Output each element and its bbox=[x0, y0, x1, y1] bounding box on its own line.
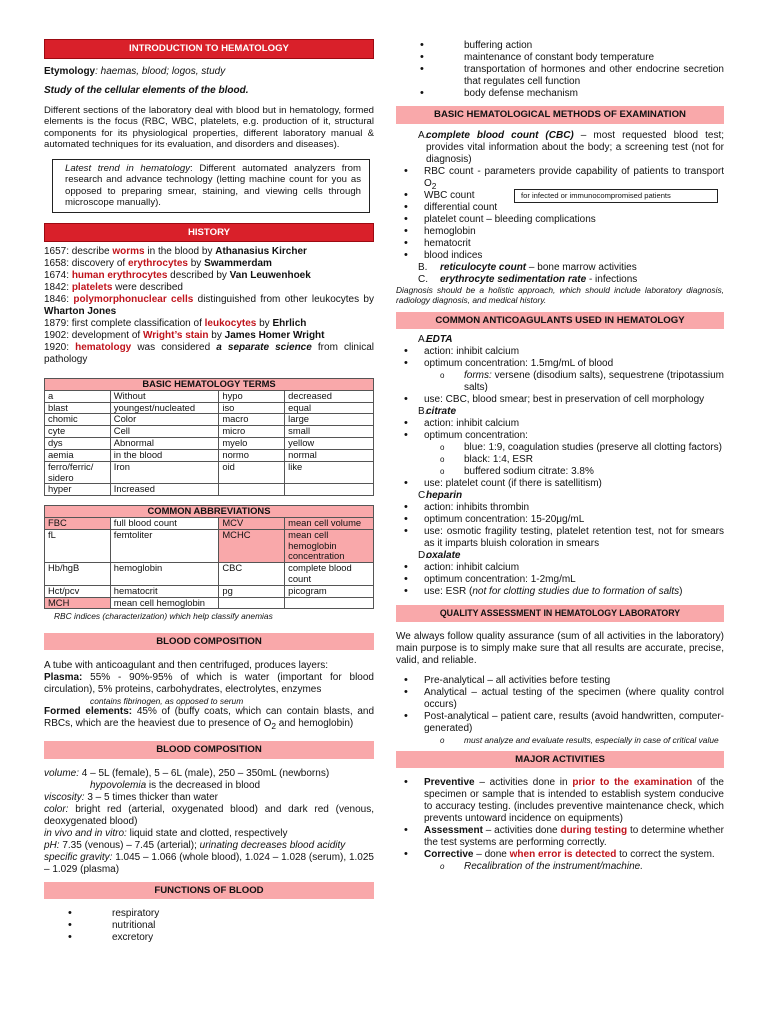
composition2-header: BLOOD COMPOSITION bbox=[44, 741, 374, 759]
history-b: a separate science bbox=[216, 342, 312, 353]
terms-row bbox=[45, 390, 374, 402]
edta-forms bbox=[396, 370, 724, 394]
terms-row-cell: micro bbox=[219, 426, 285, 438]
anticoagulants-section bbox=[396, 334, 724, 598]
color-line bbox=[44, 804, 374, 828]
history-r: leukocytes bbox=[204, 318, 257, 329]
etymology bbox=[44, 66, 374, 78]
cbc-items bbox=[396, 166, 724, 263]
cbc-text: – most requested blood test; provides vital information about the body; a screening test (not for diagnosis) bbox=[426, 129, 724, 165]
corrective-sub-item: o Recalibration of the instrument/machine. bbox=[396, 861, 724, 873]
volume-text: 4 – 5L (female), 5 – 6L (male), 250 – 350mL (newborns) bbox=[79, 767, 330, 779]
abbr-row-cell: MCHC bbox=[219, 529, 285, 562]
abbr-row bbox=[45, 529, 374, 562]
qa-sub-item: o must analyze and evaluate results, especially in case of critical value bbox=[396, 735, 724, 745]
history-r: polymorphonuclear cells bbox=[73, 294, 194, 305]
history-entry bbox=[44, 342, 374, 366]
oxalate-use-a: use: ESR ( bbox=[424, 586, 473, 598]
esr-letter: C. bbox=[418, 274, 428, 286]
history-b: James Homer Wright bbox=[224, 330, 325, 341]
history-b: Ehrlich bbox=[272, 318, 307, 329]
terms-row-cell: normal bbox=[285, 449, 374, 461]
history-list bbox=[44, 246, 374, 366]
cbc-item: • hemoglobin bbox=[396, 226, 724, 238]
citrate-action: • action: inhibit calcium bbox=[396, 418, 724, 430]
history-m: described by bbox=[167, 270, 230, 281]
history-r: human erythrocytes bbox=[71, 270, 168, 281]
abbr-row-cell: Hb/hgB bbox=[45, 563, 111, 586]
terms-row-cell: Without bbox=[110, 390, 219, 402]
volume-line bbox=[44, 768, 374, 780]
history-entry bbox=[44, 282, 374, 294]
terms-row-cell: like bbox=[285, 461, 374, 484]
terms-row-cell: Iron bbox=[110, 461, 219, 484]
heparin-letter: C. bbox=[418, 490, 428, 502]
formed-line bbox=[44, 706, 374, 731]
history-m: by bbox=[208, 330, 225, 341]
terms-row bbox=[45, 449, 374, 461]
function-item: • nutritional bbox=[44, 920, 374, 932]
terms-row bbox=[45, 484, 374, 496]
abbr-row bbox=[45, 597, 374, 609]
cbc-item: • blood indices bbox=[396, 250, 724, 262]
terms-row-cell: Abnormal bbox=[110, 438, 219, 450]
terms-row-cell: decreased bbox=[285, 390, 374, 402]
hypovolemia-label: hypovolemia bbox=[90, 779, 147, 791]
right-column bbox=[396, 0, 724, 873]
rbc-count-sub: 2 bbox=[431, 180, 437, 191]
function-item: • excretory bbox=[44, 932, 374, 944]
terms-row-cell: blast bbox=[45, 402, 111, 414]
abbr-row-cell: CBC bbox=[219, 563, 285, 586]
abbr-row-cell: picogram bbox=[285, 585, 374, 597]
cbc-line bbox=[396, 130, 724, 166]
heparin-label: heparin bbox=[426, 490, 463, 502]
terms-table bbox=[44, 378, 374, 496]
viscosity-label: viscosity: bbox=[44, 791, 85, 803]
heparin-action: • action: inhibits thrombin bbox=[396, 502, 724, 514]
abbr-row-cell: pg bbox=[219, 585, 285, 597]
history-a: 1920: bbox=[44, 342, 76, 353]
history-a: 1674: bbox=[44, 270, 72, 281]
history-a: 1842: bbox=[44, 282, 72, 293]
corrective-item bbox=[396, 849, 724, 861]
retic-label: reticulocyte count bbox=[440, 262, 527, 274]
preventive-item bbox=[396, 777, 724, 825]
viscosity-line bbox=[44, 792, 374, 804]
history-b: Athanasius Kircher bbox=[215, 246, 307, 257]
qa-item: • Pre-analytical – all activities before testing bbox=[396, 675, 724, 687]
vivo-line bbox=[44, 828, 374, 840]
esr-text: - infections bbox=[586, 274, 638, 286]
history-a: 1658: discovery of bbox=[44, 258, 128, 269]
vivo-label: in vivo and in vitro: bbox=[44, 827, 127, 839]
vivo-text: liquid state and clotted, respectively bbox=[126, 827, 288, 839]
edta-action: • action: inhibit calcium bbox=[396, 346, 724, 358]
terms-row-cell: cyte bbox=[45, 426, 111, 438]
rbc-count-text: RBC count - parameters provide capability of patients to transport O bbox=[424, 165, 724, 189]
history-a: 1657: describe bbox=[44, 246, 113, 257]
diagnosis-note: Diagnosis should be a holistic approach, which should include laboratory diagnosis, radiology diagnosis, and medical history. bbox=[396, 285, 724, 306]
qa-paragraph: We always follow quality assurance (sum of all activities in the laboratory) main purpose is to simply make sure that all results are accurate, precise, valid, and reliable. bbox=[396, 630, 724, 666]
oxalate-use-b: ) bbox=[679, 586, 683, 598]
sg-line bbox=[44, 852, 374, 876]
history-a: 1902: development of bbox=[44, 330, 143, 341]
heparin-items bbox=[396, 502, 724, 550]
abbr-row bbox=[45, 563, 374, 586]
qa-items bbox=[396, 675, 724, 745]
anticoagulants-header: COMMON ANTICOAGULANTS USED IN HEMATOLOGY bbox=[396, 312, 724, 330]
corrective-a: – done bbox=[473, 849, 510, 861]
abbr-row bbox=[45, 517, 374, 529]
abbr-row-cell: fL bbox=[45, 529, 111, 562]
viscosity-text: 3 – 5 times thicker than water bbox=[84, 791, 218, 803]
hypovolemia-text: is the decreased in blood bbox=[146, 779, 261, 791]
assessment-red: during testing bbox=[560, 825, 628, 837]
etymology-text: : haemas, blood; logos, study bbox=[95, 65, 226, 77]
terms-row-cell: equal bbox=[285, 402, 374, 414]
trend-label: Latest trend in hematology bbox=[65, 162, 191, 174]
terms-table-wrap bbox=[44, 378, 374, 496]
abbr-row-cell bbox=[285, 597, 374, 609]
ph-line bbox=[44, 840, 374, 852]
terms-row-cell: oid bbox=[219, 461, 285, 484]
history-b: Van Leuwenhoek bbox=[229, 270, 311, 281]
qa-item: • Analytical – actual testing of the specimen (where quality control occurs) bbox=[396, 687, 724, 711]
functions-list bbox=[44, 908, 374, 944]
oxalate-action: • action: inhibit calcium bbox=[396, 562, 724, 574]
qa-item: • Post-analytical – patient care, results (avoid handwritten, computer-generated) bbox=[396, 711, 724, 735]
oxalate-concentration: • optimum concentration: 1-2mg/mL bbox=[396, 574, 724, 586]
terms-row-cell: youngest/nucleated bbox=[110, 402, 219, 414]
citrate-items bbox=[396, 418, 724, 490]
history-entry bbox=[44, 258, 374, 270]
oxalate-label: oxalate bbox=[426, 550, 461, 562]
esr-label: erythrocyte sedimentation rate bbox=[440, 274, 587, 286]
methods-header: BASIC HEMATOLOGICAL METHODS OF EXAMINATION bbox=[396, 106, 724, 124]
citrate-letter: B. bbox=[418, 406, 428, 418]
color-text: bright red (arterial, oxygenated blood) and dark red (venous, deoxygenated blood) bbox=[44, 803, 374, 827]
formed-sub: 2 bbox=[271, 721, 276, 732]
citrate-title bbox=[396, 406, 724, 418]
function-item: • buffering action bbox=[396, 40, 724, 52]
abbr-header: COMMON ABBREVIATIONS bbox=[45, 506, 374, 518]
etymology-label: Etymology bbox=[44, 65, 96, 77]
abbr-row-cell bbox=[219, 597, 285, 609]
citrate-sub-item: o buffered sodium citrate: 3.8% bbox=[396, 466, 724, 478]
composition-header: BLOOD COMPOSITION bbox=[44, 633, 374, 651]
composition-intro: A tube with anticoagulant and then centrifuged, produces layers: bbox=[44, 660, 329, 672]
terms-row-cell: macro bbox=[219, 414, 285, 426]
terms-row-cell: aemia bbox=[45, 449, 111, 461]
plasma-note: contains fibrinogen, as opposed to serum bbox=[90, 696, 244, 707]
plasma-label: Plasma: bbox=[44, 672, 83, 684]
abbr-row-cell: Hct/pcv bbox=[45, 585, 111, 597]
citrate-sub-item: o blue: 1:9, coagulation studies (preserve all clotting factors) bbox=[396, 442, 724, 454]
functions-continued bbox=[396, 40, 724, 100]
history-entry bbox=[44, 330, 374, 342]
history-m: in the blood by bbox=[144, 246, 216, 257]
cbc-item bbox=[396, 166, 724, 191]
oxalate-title bbox=[396, 550, 724, 562]
terms-row-cell: hypo bbox=[219, 390, 285, 402]
function-item: • transportation of hormones and other endocrine secretion that regulates cell function bbox=[396, 64, 724, 88]
corrective-b: to correct the system. bbox=[616, 849, 715, 861]
heparin-concentration: • optimum concentration: 15-20μg/mL bbox=[396, 514, 724, 526]
abbr-row bbox=[45, 585, 374, 597]
function-item: • respiratory bbox=[44, 908, 374, 920]
history-a: 1846: bbox=[44, 294, 74, 305]
terms-row-cell bbox=[285, 484, 374, 496]
preventive-red: prior to the examination bbox=[572, 777, 693, 789]
ph-italic: urinating decreases blood acidity bbox=[199, 839, 346, 851]
citrate-concentration: • optimum concentration: bbox=[396, 430, 724, 442]
assessment-a: – activities done bbox=[482, 825, 561, 837]
volume-label: volume: bbox=[44, 767, 80, 779]
terms-row bbox=[45, 426, 374, 438]
terms-row-cell bbox=[219, 484, 285, 496]
left-column bbox=[44, 0, 374, 944]
sg-label: specific gravity: bbox=[44, 851, 113, 863]
abbr-row-cell: MCH bbox=[45, 597, 111, 609]
abbr-row-cell: mean cell volume bbox=[285, 517, 374, 529]
terms-row-cell: chomic bbox=[45, 414, 111, 426]
retic-text: – bone marrow activities bbox=[526, 262, 637, 274]
terms-row-cell: myelo bbox=[219, 438, 285, 450]
oxalate-items bbox=[396, 562, 724, 598]
heparin-use: • use: osmotic fragility testing, platelet retention test, not for smears as it imparts bluish coloration in smears bbox=[396, 526, 724, 550]
history-header: HISTORY bbox=[44, 223, 374, 243]
retic-letter: B. bbox=[418, 262, 428, 274]
abbr-row-cell: mean cell hemoglobin bbox=[110, 597, 219, 609]
oxalate-use-italic: not for clotting studies due to formation of salts bbox=[472, 586, 680, 598]
history-r: Wright’s stain bbox=[142, 330, 209, 341]
abbr-row-cell: full blood count bbox=[110, 517, 219, 529]
corrective-label: Corrective bbox=[424, 849, 474, 861]
history-m: distinguished from other leukocytes by bbox=[193, 294, 374, 305]
edta-concentration: • optimum concentration: 1.5mg/mL of blood bbox=[396, 358, 724, 370]
terms-row-cell: Color bbox=[110, 414, 219, 426]
formed-end: and hemoglobin) bbox=[275, 718, 354, 730]
history-r: erythrocytes bbox=[127, 258, 188, 269]
history-r: hematology bbox=[75, 342, 132, 353]
trend-text: : Different automated analyzers from research and advance technology (letting machine count for you as opposed to preparing smear, staining, and viewing cells through microscope manually). bbox=[65, 162, 361, 208]
wbc-note-box: for infected or immunocompromised patients bbox=[514, 189, 718, 202]
abbr-row-cell: hemoglobin bbox=[110, 563, 219, 586]
preventive-a: – activities done in bbox=[474, 777, 573, 789]
cbc-letter: A. bbox=[418, 129, 428, 141]
history-m: by bbox=[187, 258, 205, 269]
terms-row-cell: dys bbox=[45, 438, 111, 450]
assessment-item bbox=[396, 825, 724, 849]
history-e: from clinical pathology bbox=[44, 342, 374, 365]
history-a: 1879: first complete classification of bbox=[44, 318, 205, 329]
terms-row-cell: ferro/ferric/ sidero bbox=[45, 461, 111, 484]
history-entry bbox=[44, 246, 374, 258]
plasma-line bbox=[44, 672, 374, 696]
edta-title bbox=[396, 334, 724, 346]
terms-row-cell: normo bbox=[219, 449, 285, 461]
history-b: Wharton Jones bbox=[44, 306, 117, 317]
edta-label: EDTA bbox=[426, 334, 453, 346]
terms-row-cell: yellow bbox=[285, 438, 374, 450]
functions-header: FUNCTIONS OF BLOOD bbox=[44, 882, 374, 900]
cbc-item: • platelet count – bleeding complications bbox=[396, 214, 724, 226]
terms-header: BASIC HEMATOLOGY TERMS bbox=[45, 379, 374, 391]
terms-row bbox=[45, 438, 374, 450]
wbc-count-text: WBC count bbox=[424, 190, 475, 202]
formed-text: 45% of (buffy coats, which can contain blasts, and RBCs, which are the heaviest due to presence of O bbox=[44, 706, 375, 730]
abbr-row-cell: femtoliter bbox=[110, 529, 219, 562]
history-r: platelets bbox=[71, 282, 113, 293]
abbr-row-cell: FBC bbox=[45, 517, 111, 529]
oxalate-use bbox=[396, 586, 724, 598]
oxalate-letter: D. bbox=[418, 550, 428, 562]
ph-label: pH: bbox=[44, 839, 60, 851]
history-entry bbox=[44, 270, 374, 282]
history-entry bbox=[44, 294, 374, 318]
terms-row-cell: small bbox=[285, 426, 374, 438]
terms-row bbox=[45, 414, 374, 426]
edta-forms-label: forms: bbox=[464, 370, 492, 382]
citrate-label: citrate bbox=[426, 406, 457, 418]
terms-row-cell: hyper bbox=[45, 484, 111, 496]
retic-line bbox=[396, 262, 724, 274]
edta-use: • use: CBC, blood smear; best in preservation of cell morphology bbox=[396, 394, 724, 406]
study-line: Study of the cellular elements of the blood. bbox=[44, 84, 249, 96]
function-item: • maintenance of constant body temperature bbox=[396, 52, 724, 64]
esr-line bbox=[396, 274, 724, 286]
abbr-table-wrap bbox=[44, 505, 374, 609]
cbc-label: complete blood count (CBC) bbox=[426, 129, 574, 141]
edta-items bbox=[396, 346, 724, 406]
assessment-label: Assessment bbox=[424, 825, 483, 837]
terms-row-cell: Increased bbox=[110, 484, 219, 496]
corrective-red: when error is detected bbox=[509, 849, 617, 861]
terms-row-cell: a bbox=[45, 390, 111, 402]
sg-text: 1.045 – 1.066 (whole blood), 1.024 – 1.028 (serum), 1.025 – 1.029 (plasma) bbox=[44, 851, 374, 875]
heparin-title bbox=[396, 490, 724, 502]
terms-row-cell: iso bbox=[219, 402, 285, 414]
history-b: Swammerdam bbox=[204, 258, 272, 269]
edta-letter: A. bbox=[418, 334, 428, 346]
history-m: by bbox=[256, 318, 273, 329]
history-m: was considered bbox=[131, 342, 217, 353]
cbc-item: • differential count bbox=[396, 202, 724, 214]
hypovolemia-line bbox=[44, 780, 374, 792]
plasma-text: 55% - 90%-95% of which is water (important for blood circulation), 5% proteins, carbohydrates, electrolytes, enzymes bbox=[44, 672, 374, 696]
preventive-label: Preventive bbox=[424, 777, 475, 789]
function-item: • body defense mechanism bbox=[396, 88, 724, 100]
rbc-note: RBC indices (characterization) which help classify anemias bbox=[54, 611, 273, 622]
assessment-b: to determine whether the test systems are performing correctly. bbox=[424, 825, 725, 849]
qa-header: QUALITY ASSESSMENT IN HEMATOLOGY LABORATORY bbox=[396, 605, 724, 622]
edta-forms-text: versene (disodium salts), sequestrene (tripotassium salts) bbox=[464, 370, 724, 394]
composition-details bbox=[44, 768, 374, 876]
color-label: color: bbox=[44, 803, 69, 815]
cbc-item bbox=[396, 190, 724, 202]
terms-row-cell: large bbox=[285, 414, 374, 426]
formed-label: Formed elements: bbox=[44, 706, 133, 718]
major-activities-header: MAJOR ACTIVITIES bbox=[396, 751, 724, 769]
intro-paragraph: Different sections of the laboratory deal with blood but in hematology, formed elements is the focus (RBC, WBC, platelets, e.g. production of it, structural components for its physiological properties, different laboratory manual & automated techniques for its evaluation, and disorders and diseases). bbox=[44, 104, 374, 150]
intro-header: INTRODUCTION TO HEMATOLOGY bbox=[44, 39, 374, 59]
major-activities-list bbox=[396, 777, 724, 873]
terms-row-cell: in the blood bbox=[110, 449, 219, 461]
preventive-b: of the specimen or sample that is intended to establish system conducive to accuracy testing. (includes preventive maintenance check, which prevents untoward incidence on equipments) bbox=[424, 777, 724, 825]
history-m: were described bbox=[112, 282, 183, 293]
history-entry bbox=[44, 318, 374, 330]
citrate-use: • use: platelet count (if there is satellitism) bbox=[396, 478, 724, 490]
terms-row bbox=[45, 461, 374, 484]
history-r: worms bbox=[112, 246, 145, 257]
ph-text: 7.35 (venous) – 7.45 (arterial); bbox=[59, 839, 200, 851]
abbr-row-cell: hematocrit bbox=[110, 585, 219, 597]
terms-row-cell: Cell bbox=[110, 426, 219, 438]
trend-box bbox=[52, 159, 370, 213]
abbr-row-cell: mean cell hemoglobin concentration bbox=[285, 529, 374, 562]
citrate-sub-item: o black: 1:4, ESR bbox=[396, 454, 724, 466]
abbr-row-cell: MCV bbox=[219, 517, 285, 529]
terms-row bbox=[45, 402, 374, 414]
abbr-row-cell: complete blood count bbox=[285, 563, 374, 586]
abbr-table bbox=[44, 505, 374, 609]
methods-section bbox=[396, 130, 724, 306]
cbc-item: • hematocrit bbox=[396, 238, 724, 250]
